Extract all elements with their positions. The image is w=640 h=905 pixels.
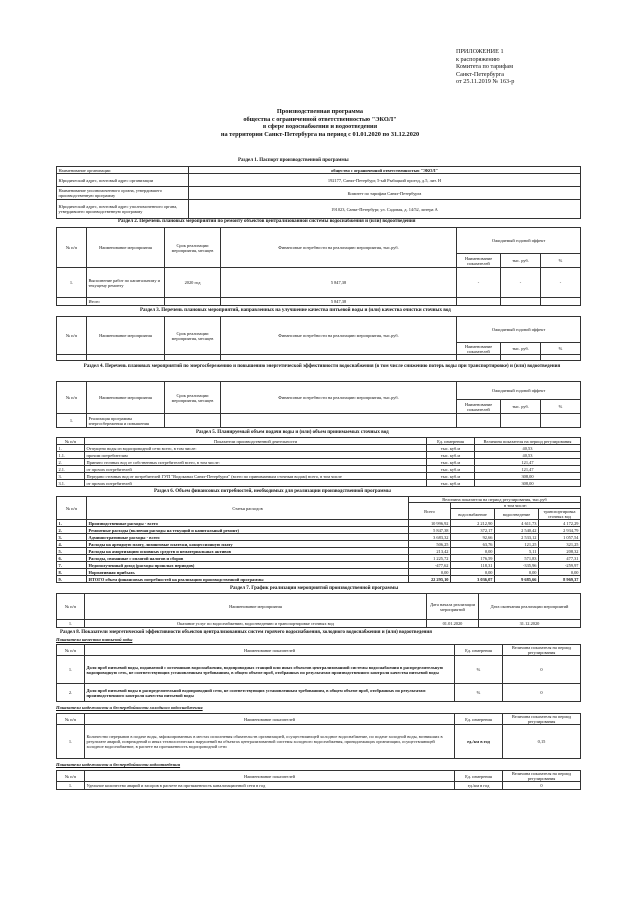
section5-table [56, 437, 581, 487]
table-row: 1. Доля проб питьевой воды, подаваемой с источников водоснабжения, водопроводных станций или иных объектов централизованной системы водоснабжения в распределительную водопроводную сеть, не соответствующих установленным требованиям, в общем объеме проб, отобранных по результатам производственного контроля качества питьевой воды % 0 [57, 656, 581, 684]
table-row: Итого 5 847,38 [57, 298, 581, 306]
table-row [57, 355, 581, 361]
table-row: 1. Реализация программы энергосбережения и повышения [57, 414, 581, 428]
appendix-line: Комитета по тарифам [456, 63, 514, 71]
table-row: Наименование показателей тыс. руб. % [57, 254, 581, 268]
table-row: 9. ИТОГО объем финансовых потребностей на реализацию производственной программы 22 295,10 3 036,07 9 685,66 8 969,37 [58, 576, 579, 582]
section3-title: Раздел 3. Перечень плановых мероприятий, направленных на улучшение качества питьевой воды и (или) качества очистки сточных вод [140, 308, 451, 313]
table-row: № п/п Показатели производственной деятельности Ед. измерения Величина показателя на период регулирования [57, 438, 581, 445]
table-row: Наименование организации общество с ограниченной ответственностью "ЭКОЛ" [57, 167, 581, 174]
table-row: Юридический адрес, почтовый адрес уполномоченного органа, утвердившего производственную программу 191023, Санкт-Петербург, ул. Садовая, д. 14/52, литера А [57, 200, 581, 219]
appendix-line: к распоряжению [456, 55, 500, 63]
section6-table [56, 496, 581, 583]
table-row: 1. Удельное количество аварий и засоров в расчете на протяженность канализационной сети в год ед./км в год 0 [57, 782, 581, 790]
section8-quality-table [56, 644, 581, 702]
table-row: № п/п Статья расходов Величина показателя на период регулирования, тыс.руб [57, 497, 581, 503]
table-row: 8. Нормативная прибыль 0,00 0,00 0,00 0,00 [58, 569, 579, 575]
table-row: Наименование уполномоченного органа, утвердившего производственную программу Комитет по тарифам Санкт-Петербурга [57, 187, 581, 200]
table-row: 3. Передано сточных вод от потребителей ГУП "Водоканал Санкт-Петербурга" (всего по принимаемым сточным водам) всего, в том числе тыс. куб.м 308,00 [57, 473, 581, 480]
section8-reliability-table [56, 713, 581, 759]
reliability2-subheader: Показатели надежности и бесперебойности водоотведения [56, 762, 181, 767]
table-row: 1. Выполнение работ по капитальному и текущему ремонту 2020 год 5 847,38 - - - [57, 268, 581, 298]
table-row: 1. Отпущено воды из водопроводной сети всего, в том числе: тыс. куб.м 40,53 [57, 445, 581, 452]
title-line: в сфере водоснабжения и водоотведения [262, 123, 378, 131]
table-row: 1. Оказание услуг по водоснабжению, водоотведению и транспортировке сточных вод 01.01.2020 31.12.2020 [57, 620, 581, 628]
title-line: общества с ограниченной ответственностью "ЭКОЛ" [243, 115, 397, 123]
section7-title: Раздел 7. График реализации мероприятий производственной программы [230, 586, 399, 591]
table-row: № п/п Наименование мероприятия Срок реализации мероприятия, месяцев Финансовые потребности на реализацию мероприятия, тыс.руб. Ожидаемый годовой эффект [57, 228, 581, 254]
section7-table [56, 593, 581, 628]
appendix-title: ПРИЛОЖЕНИЕ 1 [456, 48, 504, 55]
section8-reliability2-table [56, 770, 581, 790]
document-title [120, 108, 520, 138]
table-row: № п/п Наименование мероприятия Дата начала реализации мероприятий Дата окончания реализации мероприятий [57, 594, 581, 620]
table-row: № п/п Наименование показателей Ед. измерения Величина показателя на период регулирования [57, 714, 581, 725]
table-row: № п/п Наименование мероприятия Срок реализации мероприятия, месяцев Финансовые потребности на реализацию мероприятия, тыс.руб. Ожидаемый годовой эффект [57, 317, 581, 343]
table-row: 3.1. от прочих потребителей тыс. куб.м 308,00 [57, 480, 581, 487]
appendix-line: от 25.11.2019 № 163-р [456, 78, 515, 86]
section1-title: Раздел 1. Паспорт производственной программы [238, 158, 349, 163]
table-row: 7. Недополученный доход (расходы прошлых периодов) -477,62 118,31 -335,96 -259,97 [58, 562, 579, 568]
table-row: Наименование показателей тыс. руб. % [57, 343, 581, 355]
section6-title: Раздел 6. Объем финансовых потребностей, необходимых для реализации производственной программы [154, 489, 391, 494]
section5-title: Раздел 5. Планируемый объем подачи воды и (или) объем принимаемых сточных вод [196, 430, 389, 435]
table-row: 5. Расходы на амортизацию основных средств и нематериальных активов 213,42 0,00 5,11 208,32 [58, 548, 579, 554]
table-row: 6. Расходы, связанные с оплатой налогов и сборов 1 225,72 176,59 571,83 477,31 [58, 555, 579, 561]
table-row: 2.1. от прочих потребителей тыс. куб.м 121,47 [57, 466, 581, 473]
table-row: № п/п Наименование показателей Ед. измерения Величина показателя на период регулирования [57, 771, 581, 782]
table-row: 1. Производственные расходы - всего 10 996,92 2 212,90 4 611,73 4 172,29 [58, 520, 579, 526]
table-row: 4. Расходы на арендную плату, лизинговые платежи, концессионную плату 506,25 63,76 121,25 321,25 [58, 541, 579, 547]
reliability-subheader: Показатели надежности и бесперебойности холодного водоснабжения [56, 705, 203, 710]
title-line: Производственная программа [276, 108, 364, 115]
appendix-line: Санкт-Петербурга [456, 70, 505, 78]
table-row: 1. Количество перерывов в подаче воды, зафиксированных в местах исполнения обязательств организацией, осуществляющей холодное водоснабжение, по подаче холодной воды, возникших в результате аварий, повреждений и иных технологических нарушений на объектах централизованной системы холодного водоснабжения, принадлежащих организации, осуществляющей холодное водоснабжение, в расчете на протяженность водопроводной сети ед./км в год 0,15 [57, 725, 581, 759]
table-row: 1.1. прочим потребителям тыс. куб.м 40,53 [57, 452, 581, 459]
table-row: 2. Доля проб питьевой воды в распределительной водопроводной сети, не соответствующих установленным требованиям, в общем объеме проб, отобранных по результатам производственного контроля качества питьевой воды % 0 [57, 684, 581, 702]
title-line: на территории Санкт-Петербурга на период с 01.01.2020 по 31.12.2020 [220, 130, 420, 138]
appendix-block [456, 48, 606, 86]
section2-title: Раздел 2. Перечень плановых мероприятий по ремонту объектов централизованной системы водоснабжения и (или) водоотведения [118, 219, 416, 224]
section3-table [56, 316, 581, 361]
table-row: водоснабжение водоотведение транспортировка сточных вод [57, 509, 581, 520]
table-row: 3. Административные расходы - всего 3 683,32 92,66 2 533,12 1 057,54 [58, 534, 579, 540]
section1-table [56, 166, 581, 219]
table-row: Юридический адрес, почтовый адрес организации 192177, Санкт-Петербург, 5-ый Рыбацкий проезд, д.5, лит. Н [57, 174, 581, 187]
quality-subheader: Показатели качества питьевой воды [56, 637, 133, 642]
table-row: № п/п Наименование показателей Ед. измерения Величина показателя на период регулирования [57, 645, 581, 656]
section4-table [56, 381, 581, 428]
table-row: 2. Ремонтные расходы (включая расходы на текущий и капитальный ремонт) 5 847,38 372,17 2 540,42 2 934,79 [58, 527, 579, 533]
section4-title: Раздел 4. Перечень плановых мероприятий по энергосбережению и повышению энергетической эффективности водоснабжения (в том числе снижению потерь воды при транспортировке) и (или) водоотведения [83, 364, 561, 369]
table-row: 2. Принято сточных вод от собственных потребителей всего, в том числе: тыс. куб.м 121,47 [57, 459, 581, 466]
table-row: № п/п Наименование мероприятия Срок реализации мероприятия, месяцев Финансовые потребности на реализацию мероприятия, тыс.руб. Ожидаемый годовой эффект [57, 382, 581, 400]
table-row: Наименование показателей тыс. руб. % [57, 400, 581, 414]
section8-title: Раздел 8. Показатели энергетической эффективности объектов централизованных систем горячего водоснабжения, холодного водоснабжения и (или) водоотведения [60, 630, 433, 635]
section2-table [56, 227, 581, 306]
table-row: Всего в том числе: [57, 503, 581, 509]
